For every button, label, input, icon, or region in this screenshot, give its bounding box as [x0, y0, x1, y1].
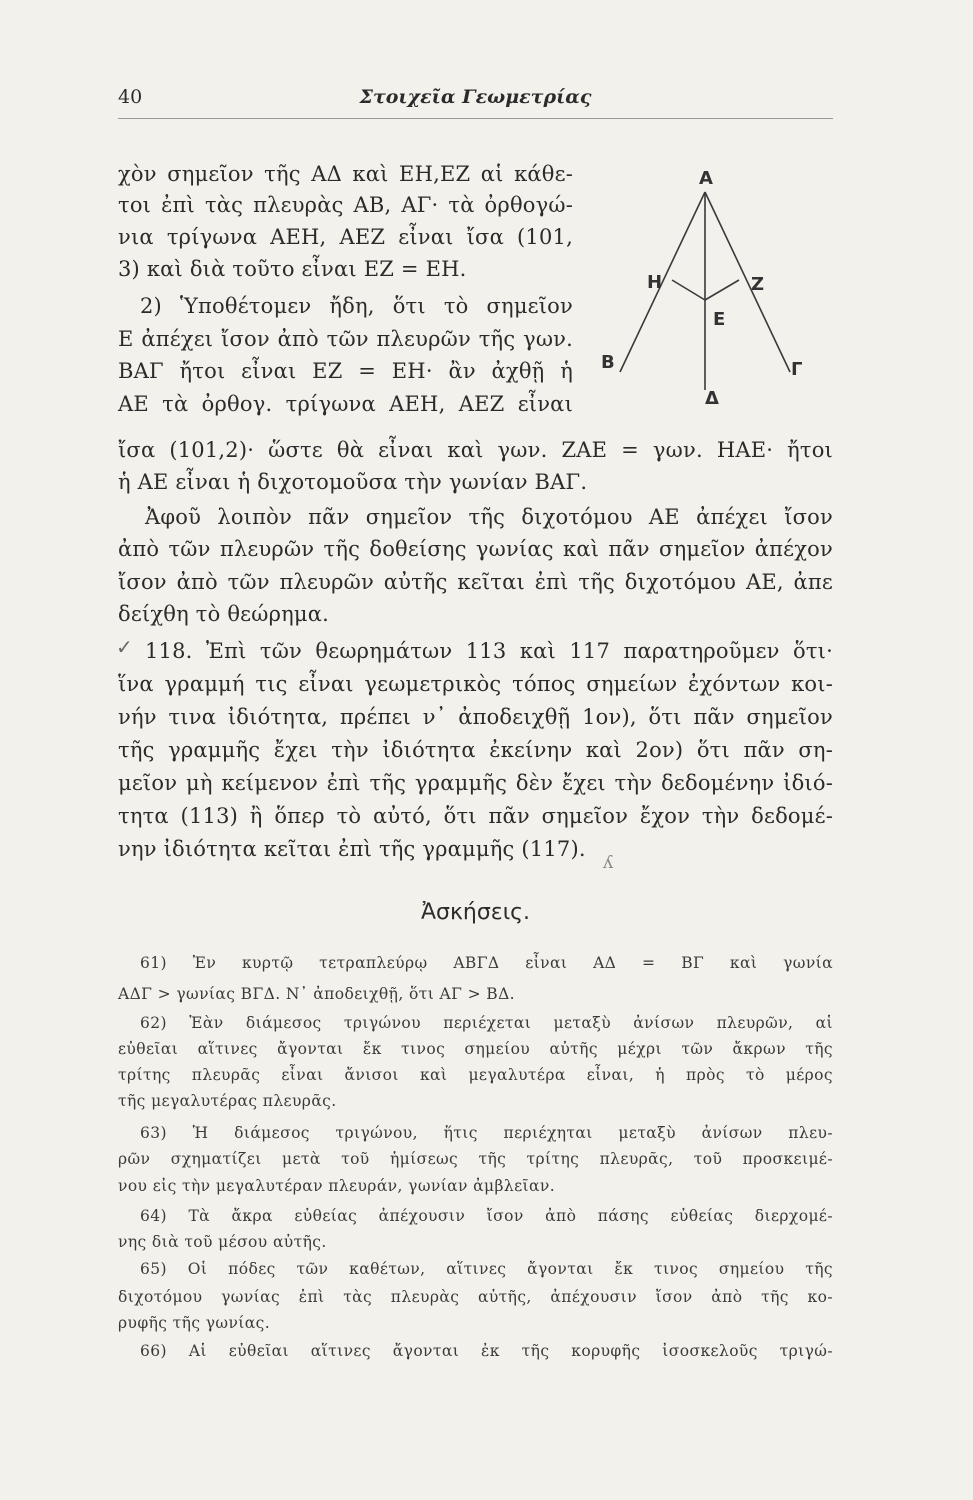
pencil-scribble: ʎ	[603, 852, 614, 873]
text-line: ἡ ΑΕ εἶναι ἡ διχοτομοῦσα τὴν γωνίαν ΒΑΓ.	[118, 470, 588, 494]
perpendicular-eh-line	[672, 280, 705, 300]
exercise-line: 63) Ἡ διάμεσος τριγώνου, ἥτις περιέχηται μεταξὺ ἀνίσων πλευ-	[140, 1124, 833, 1142]
text-line: τητα (113) ἢ ὅπερ τὸ αὐτό, ὅτι πᾶν σημεῖον ἔχον τὴν δεδομέ-	[118, 804, 833, 828]
exercise-line: ρῶν σχηματίζει μετὰ τοῦ ἡμίσεως τῆς τρίτης πλευρᾶς, τοῦ προσκειμέ-	[118, 1150, 833, 1168]
exercise-line: 62) Ἐὰν διάμεσος τριγώνου περιέχεται μεταξὺ ἀνίσων πλευρῶν, αἱ	[140, 1014, 833, 1032]
text-line: τῆς γραμμῆς ἔχει τὴν ἰδιότητα ἐκείνην καὶ 2ον) ὅτι πᾶν ση-	[118, 738, 833, 762]
text-line: Ἀφοῦ λοιπὸν πᾶν σημεῖον τῆς διχοτόμου ΑΕ ἀπέχει ἴσον	[145, 505, 833, 529]
perpendicular-ez-line	[705, 280, 739, 300]
exercise-line: τρίτης πλευρᾶς εἶναι ἄνισοι καὶ μεγαλυτέρα εἶναι, ἡ πρὸς τὸ μέρος	[118, 1066, 833, 1084]
label-a: A	[699, 168, 713, 189]
exercise-line: ΑΔΓ > γωνίας ΒΓΔ. Ν᾽ ἀποδειχθῇ, ὅτι ΑΓ > ΒΔ.	[118, 985, 515, 1003]
exercise-line: εὐθεῖαι αἵτινες ἄγονται ἔκ τινος σημείου αὐτῆς μέχρι τῶν ἄκρων τῆς	[118, 1040, 833, 1058]
margin-checkmark: ✓	[116, 635, 133, 659]
text-line: 118. Ἐπὶ τῶν θεωρημάτων 113 καὶ 117 παρατηροῦμεν ὅτι·	[145, 639, 833, 663]
exercise-line: 61) Ἐν κυρτῷ τετραπλεύρῳ ΑΒΓΔ εἶναι ΑΔ = ΒΓ καὶ γωνία	[140, 954, 833, 972]
text-line: μεῖον μὴ κείμενον ἐπὶ τῆς γραμμῆς δὲν ἔχει τὴν δεδομένην ἰδιό-	[118, 771, 833, 795]
text-line: ἵνα γραμμή τις εἶναι γεωμετρικὸς τόπος σημείων ἐχόντων κοι-	[118, 672, 833, 696]
header-rule	[118, 118, 833, 119]
label-b: B	[601, 352, 615, 373]
label-g: Γ	[791, 359, 803, 380]
page-number: 40	[118, 86, 143, 108]
text-line: νήν τινα ἰδιότητα, πρέπει ν᾽ ἀποδειχθῇ 1ον), ὅτι πᾶν σημεῖον	[118, 705, 833, 729]
text-line: δείχθη τὸ θεώρημα.	[118, 602, 329, 626]
exercises-heading: Ἀσκήσεις.	[420, 900, 531, 925]
exercise-line: νου εἰς τὴν μεγαλυτέραν πλευράν, γωνίαν ἀμβλεῖαν.	[118, 1177, 556, 1195]
exercise-line: ρυφῆς τῆς γωνίας.	[118, 1314, 271, 1332]
exercise-line: τῆς μεγαλυτέρας πλευρᾶς.	[118, 1092, 337, 1110]
text-line: νην ἰδιότητα κεῖται ἐπὶ τῆς γραμμῆς (117).	[118, 837, 586, 861]
running-title: Στοιχεῖα Γεωμετρίας	[359, 86, 592, 108]
text-line: ἴσα (101,2)· ὥστε θὰ εἶναι καὶ γων. ΖΑΕ = γων. ΗΑΕ· ἤτοι	[118, 438, 833, 462]
text-line: Ε ἀπέχει ἴσον ἀπὸ τῶν πλευρῶν τῆς γων.	[118, 327, 573, 351]
text-line: 2) Ὑποθέτομεν ἤδη, ὅτι τὸ σημεῖον	[140, 294, 573, 318]
text-line: ΒΑΓ ἤτοι εἶναι ΕΖ = ΕΗ· ἂν ἀχθῇ ἡ	[118, 359, 573, 383]
exercise-line: 66) Αἱ εὐθεῖαι αἵτινες ἄγονται ἐκ τῆς κορυφῆς ἰσοσκελοῦς τριγώ-	[140, 1342, 833, 1360]
text-line: τοι ἐπὶ τὰς πλευρὰς ΑΒ, ΑΓ· τὰ ὀρθογώ-	[118, 193, 573, 217]
label-d: Δ	[705, 388, 719, 409]
triangle-figure	[595, 150, 805, 410]
text-line: χὸν σημεῖον τῆς ΑΔ καὶ ΕΗ,ΕΖ αἱ κάθε-	[118, 162, 573, 186]
text-line: νια τρίγωνα ΑΕΗ, ΑΕΖ εἶναι ἴσα (101,	[118, 225, 573, 249]
text-line: ΑΕ τὰ ὀρθογ. τρίγωνα ΑΕΗ, ΑΕΖ εἶναι	[118, 392, 573, 416]
page-header	[118, 86, 833, 114]
text-line: ἴσον ἀπὸ τῶν πλευρῶν αὐτῆς κεῖται ἐπὶ τῆς διχοτόμου ΑΕ, ἀπε	[118, 570, 833, 594]
exercise-line: διχοτόμου γωνίας ἐπὶ τὰς πλευρὰς αὐτῆς, ἀπέχουσιν ἴσον ἀπὸ τῆς κο-	[118, 1288, 833, 1306]
label-e: E	[713, 309, 726, 330]
text-line: ἀπὸ τῶν πλευρῶν τῆς δοθείσης γωνίας καὶ πᾶν σημεῖον ἀπέχον	[118, 537, 833, 561]
label-z: Z	[751, 274, 765, 295]
label-h: H	[647, 272, 663, 293]
exercise-line: νης διὰ τοῦ μέσου αὐτῆς.	[118, 1233, 327, 1251]
side-ab-line	[620, 192, 705, 372]
side-ag-line	[705, 192, 790, 372]
text-line: 3) καὶ διὰ τοῦτο εἶναι ΕΖ = ΕΗ.	[118, 257, 467, 281]
exercise-line: 65) Οἱ πόδες τῶν καθέτων, αἵτινες ἄγονται ἔκ τινος σημείου τῆς	[140, 1260, 833, 1278]
exercise-line: 64) Τὰ ἄκρα εὐθείας ἀπέχουσιν ἴσον ἀπὸ πάσης εὐθείας διερχομέ-	[140, 1207, 833, 1225]
